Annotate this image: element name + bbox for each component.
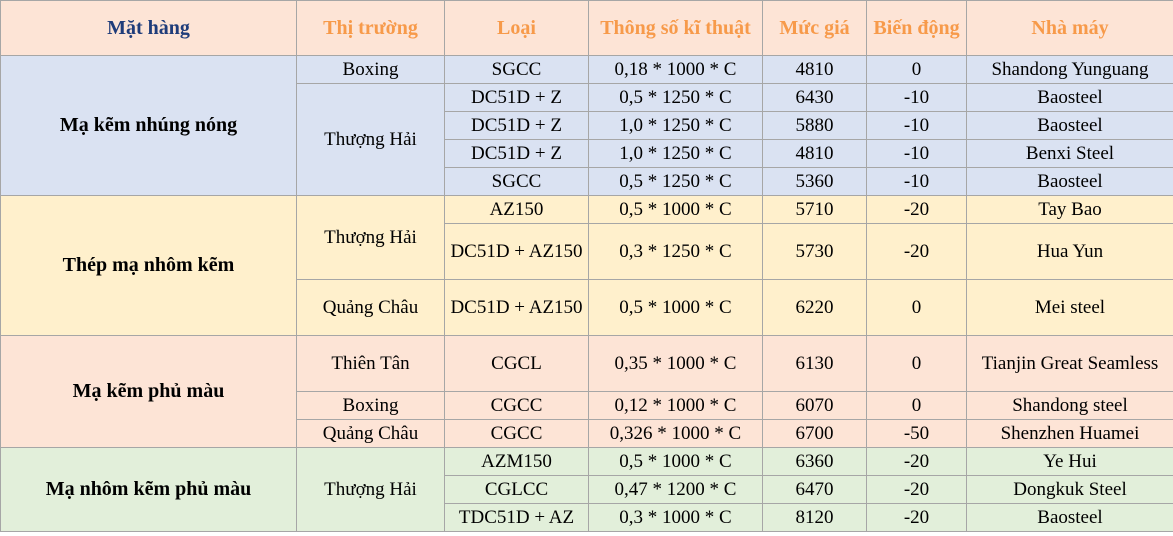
market-cell: Thượng Hải bbox=[297, 448, 445, 532]
change-cell: -10 bbox=[867, 112, 967, 140]
header-spec: Thông số kĩ thuật bbox=[589, 1, 763, 56]
price-cell: 6130 bbox=[763, 336, 867, 392]
spec-cell: 0,35 * 1000 * C bbox=[589, 336, 763, 392]
market-cell: Boxing bbox=[297, 56, 445, 84]
type-cell: CGLCC bbox=[445, 476, 589, 504]
type-cell: CGCL bbox=[445, 336, 589, 392]
change-cell: 0 bbox=[867, 56, 967, 84]
mill-cell: Benxi Steel bbox=[967, 140, 1173, 168]
type-cell: SGCC bbox=[445, 168, 589, 196]
price-cell: 4810 bbox=[763, 56, 867, 84]
product-cell: Mạ kẽm nhúng nóng bbox=[1, 56, 297, 196]
spec-cell: 0,3 * 1000 * C bbox=[589, 504, 763, 532]
table-row bbox=[1, 448, 1173, 476]
price-cell: 6700 bbox=[763, 420, 867, 448]
price-cell: 6430 bbox=[763, 84, 867, 112]
spec-cell: 0,5 * 1000 * C bbox=[589, 196, 763, 224]
change-cell: 0 bbox=[867, 280, 967, 336]
spec-cell: 0,5 * 1000 * C bbox=[589, 280, 763, 336]
header-change: Biến động bbox=[867, 1, 967, 56]
market-cell: Quảng Châu bbox=[297, 280, 445, 336]
change-cell: -20 bbox=[867, 196, 967, 224]
price-cell: 4810 bbox=[763, 140, 867, 168]
type-cell: DC51D + Z bbox=[445, 84, 589, 112]
table-row bbox=[1, 336, 1173, 392]
price-cell: 6470 bbox=[763, 476, 867, 504]
header-row bbox=[1, 1, 1173, 56]
type-cell: DC51D + Z bbox=[445, 112, 589, 140]
market-cell: Thiên Tân bbox=[297, 336, 445, 392]
type-cell: DC51D + Z bbox=[445, 140, 589, 168]
spec-cell: 0,47 * 1200 * C bbox=[589, 476, 763, 504]
header-price: Mức giá bbox=[763, 1, 867, 56]
header-market: Thị trường bbox=[297, 1, 445, 56]
change-cell: -20 bbox=[867, 504, 967, 532]
spec-cell: 0,18 * 1000 * C bbox=[589, 56, 763, 84]
market-cell: Quảng Châu bbox=[297, 420, 445, 448]
change-cell: 0 bbox=[867, 392, 967, 420]
spec-cell: 0,5 * 1000 * C bbox=[589, 448, 763, 476]
mill-cell: Baosteel bbox=[967, 168, 1173, 196]
spec-cell: 0,3 * 1250 * C bbox=[589, 224, 763, 280]
price-cell: 6360 bbox=[763, 448, 867, 476]
price-cell: 8120 bbox=[763, 504, 867, 532]
header-type: Loại bbox=[445, 1, 589, 56]
spec-cell: 0,5 * 1250 * C bbox=[589, 168, 763, 196]
mill-cell: Tay Bao bbox=[967, 196, 1173, 224]
type-cell: AZ150 bbox=[445, 196, 589, 224]
product-cell: Thép mạ nhôm kẽm bbox=[1, 196, 297, 336]
type-cell: DC51D + AZ150 bbox=[445, 280, 589, 336]
price-cell: 5710 bbox=[763, 196, 867, 224]
change-cell: -20 bbox=[867, 448, 967, 476]
spec-cell: 0,12 * 1000 * C bbox=[589, 392, 763, 420]
change-cell: -10 bbox=[867, 84, 967, 112]
price-cell: 5730 bbox=[763, 224, 867, 280]
product-cell: Mạ nhôm kẽm phủ màu bbox=[1, 448, 297, 532]
header-mill: Nhà máy bbox=[967, 1, 1173, 56]
spec-cell: 0,326 * 1000 * C bbox=[589, 420, 763, 448]
type-cell: AZM150 bbox=[445, 448, 589, 476]
table-row bbox=[1, 196, 1173, 224]
type-cell: SGCC bbox=[445, 56, 589, 84]
type-cell: CGCC bbox=[445, 420, 589, 448]
mill-cell: Shandong steel bbox=[967, 392, 1173, 420]
market-cell: Boxing bbox=[297, 392, 445, 420]
type-cell: DC51D + AZ150 bbox=[445, 224, 589, 280]
mill-cell: Ye Hui bbox=[967, 448, 1173, 476]
market-cell: Thượng Hải bbox=[297, 84, 445, 196]
product-cell: Mạ kẽm phủ màu bbox=[1, 336, 297, 448]
price-cell: 5880 bbox=[763, 112, 867, 140]
price-cell: 6070 bbox=[763, 392, 867, 420]
mill-cell: Mei steel bbox=[967, 280, 1173, 336]
mill-cell: Dongkuk Steel bbox=[967, 476, 1173, 504]
type-cell: TDC51D + AZ bbox=[445, 504, 589, 532]
change-cell: -10 bbox=[867, 168, 967, 196]
table-row bbox=[1, 56, 1173, 84]
mill-cell: Tianjin Great Seamless bbox=[967, 336, 1173, 392]
header-product: Mặt hàng bbox=[1, 1, 297, 56]
change-cell: -10 bbox=[867, 140, 967, 168]
spec-cell: 0,5 * 1250 * C bbox=[589, 84, 763, 112]
market-cell: Thượng Hải bbox=[297, 196, 445, 280]
change-cell: -20 bbox=[867, 476, 967, 504]
spec-cell: 1,0 * 1250 * C bbox=[589, 140, 763, 168]
mill-cell: Baosteel bbox=[967, 112, 1173, 140]
mill-cell: Shandong Yunguang bbox=[967, 56, 1173, 84]
change-cell: -50 bbox=[867, 420, 967, 448]
price-cell: 6220 bbox=[763, 280, 867, 336]
spec-cell: 1,0 * 1250 * C bbox=[589, 112, 763, 140]
mill-cell: Hua Yun bbox=[967, 224, 1173, 280]
change-cell: 0 bbox=[867, 336, 967, 392]
change-cell: -20 bbox=[867, 224, 967, 280]
type-cell: CGCC bbox=[445, 392, 589, 420]
mill-cell: Shenzhen Huamei bbox=[967, 420, 1173, 448]
mill-cell: Baosteel bbox=[967, 504, 1173, 532]
price-cell: 5360 bbox=[763, 168, 867, 196]
mill-cell: Baosteel bbox=[967, 84, 1173, 112]
